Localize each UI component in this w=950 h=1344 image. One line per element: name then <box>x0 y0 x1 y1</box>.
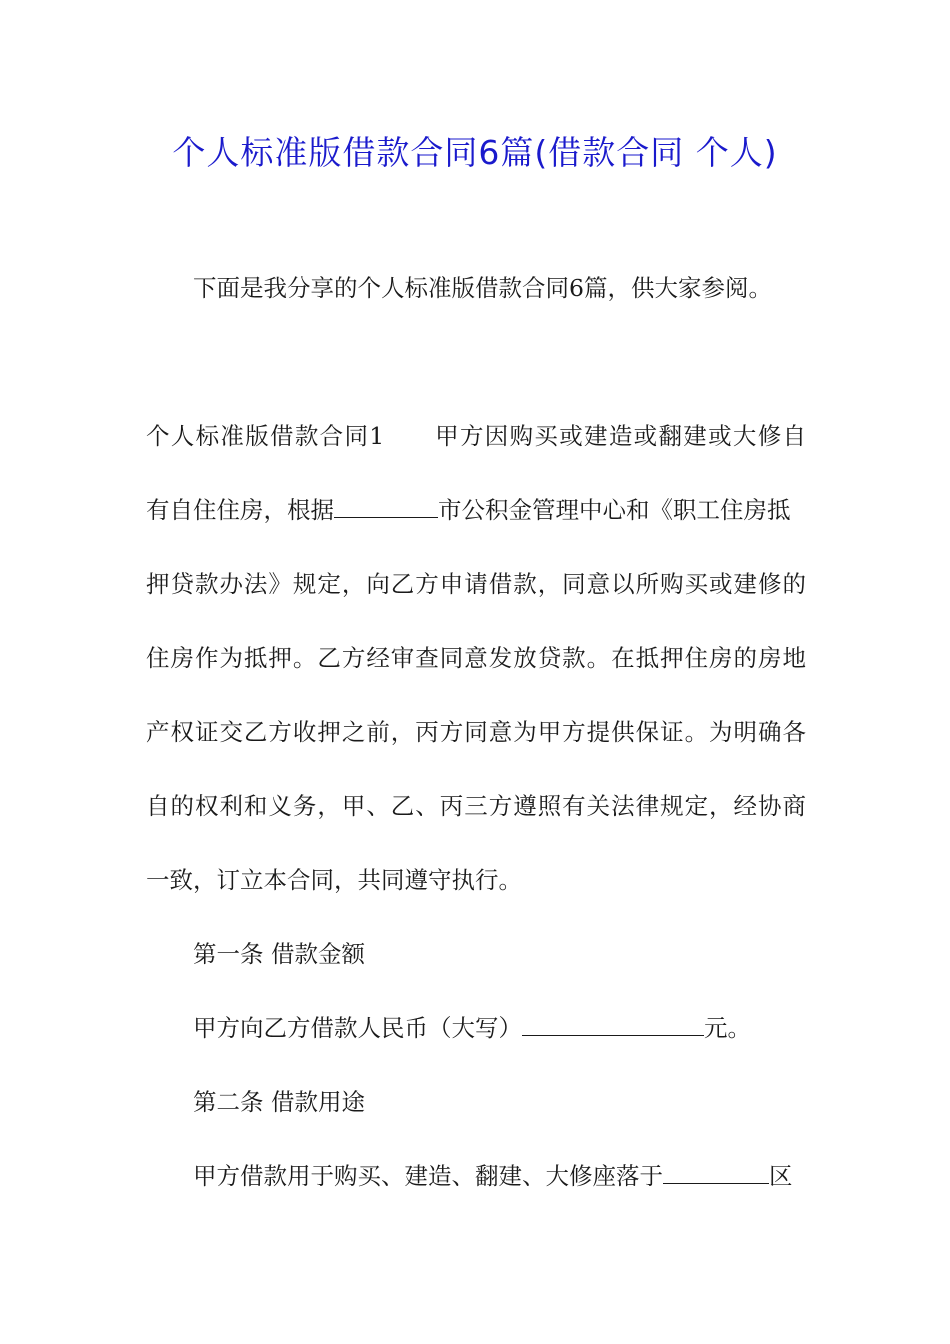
blank-field <box>522 1013 704 1036</box>
paragraph-line: 押贷款办法》规定，向乙方申请借款，同意以所购买或建修的 <box>146 570 806 598</box>
article-heading: 第一条 借款金额 <box>193 940 365 968</box>
article-text-part: 甲方向乙方借款人民币（大写） <box>193 1014 522 1042</box>
article-text-part: 区 <box>769 1162 793 1190</box>
paragraph-line: 产权证交乙方收押之前，丙方同意为甲方提供保证。为明确各 <box>146 718 806 746</box>
intro-text: 下面是我分享的个人标准版借款合同6篇，供大家参阅。 <box>193 274 772 302</box>
article-heading: 第二条 借款用途 <box>193 1088 365 1116</box>
article-text-part: 甲方借款用于购买、建造、翻建、大修座落于 <box>193 1162 663 1190</box>
paragraph-line-part: 市公积金管理中心和《职工住房抵 <box>438 496 791 524</box>
article-text <box>193 1158 806 1194</box>
paragraph-line: 个人标准版借款合同1 甲方因购买或建造或翻建或大修自 <box>146 422 806 450</box>
article-text-part: 元。 <box>704 1014 751 1042</box>
paragraph-line: 一致，订立本合同，共同遵守执行。 <box>146 866 522 894</box>
article-text <box>193 1010 806 1046</box>
document-title: 个人标准版借款合同6篇(借款合同 个人) <box>172 133 778 172</box>
paragraph-line: 住房作为抵押。乙方经审查同意发放贷款。在抵押住房的房地 <box>146 644 806 672</box>
blank-field <box>663 1161 769 1184</box>
paragraph-line <box>146 492 806 528</box>
paragraph-line: 自的权利和义务，甲、乙、丙三方遵照有关法律规定，经协商 <box>146 792 806 820</box>
paragraph-line-part: 有自住住房，根据 <box>146 496 334 524</box>
blank-field <box>334 495 438 518</box>
